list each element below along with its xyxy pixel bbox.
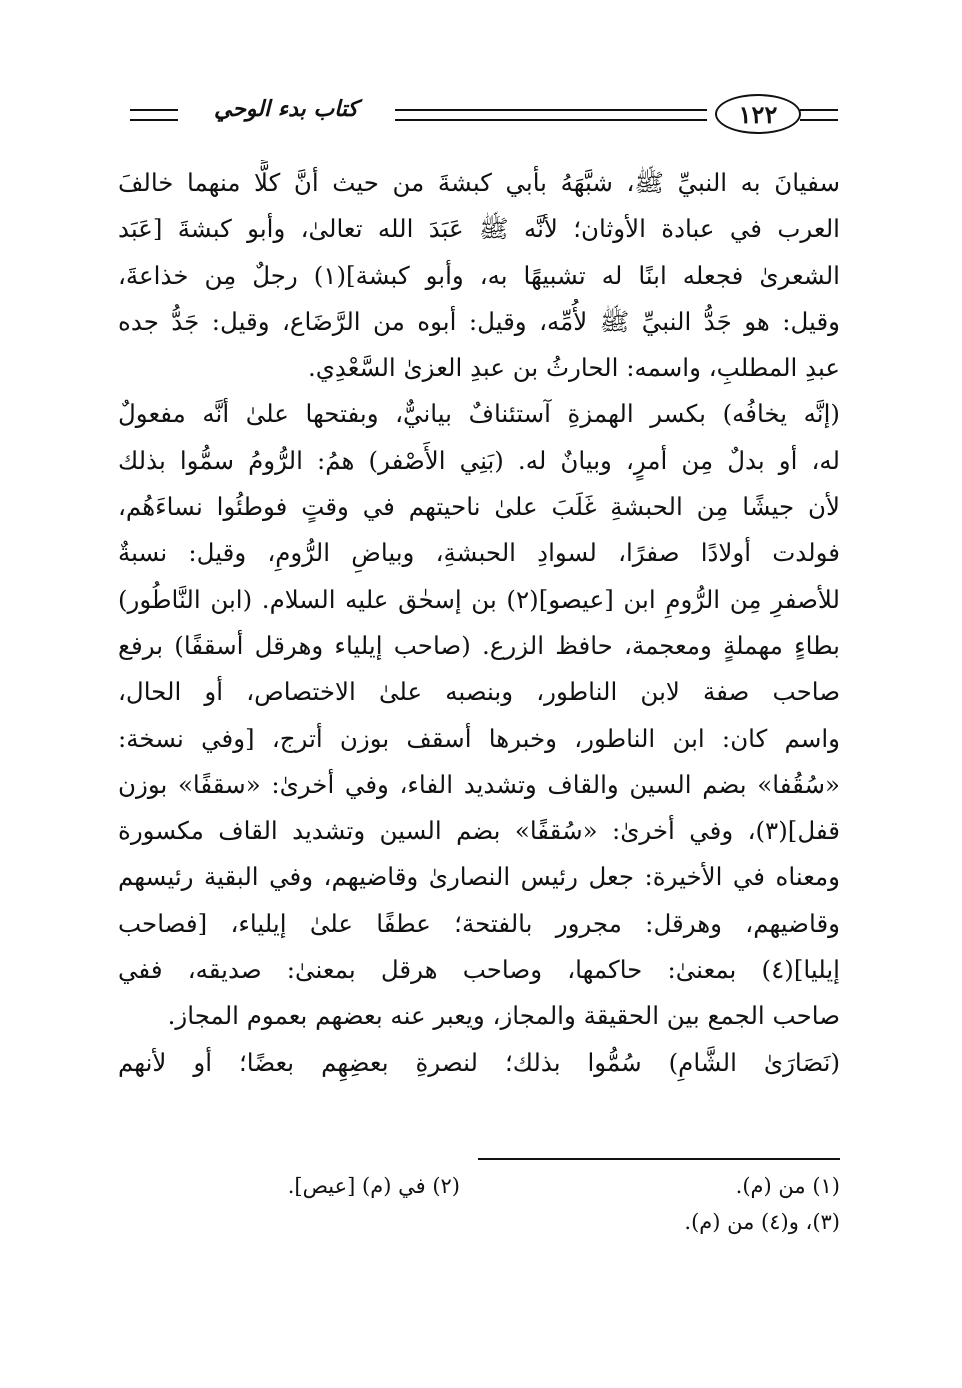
body-line: بطاءٍ مهملةٍ ومعجمة، حافظ الزرع. (صاحب إيلياء وهرقل أسقفًا) برفع xyxy=(118,630,840,660)
footnote-3-4: (٣)، و(٤) من (م). xyxy=(684,1210,840,1234)
body-text xyxy=(118,160,840,1086)
body-line: وقاضيهم، وهرقل: مجرور بالفتحة؛ عطفًا علىٰ إيلياء، [فصاحب xyxy=(118,908,840,938)
body-line: إيليا](٤) بمعنىٰ: حاكمها، وصاحب هرقل بمعنىٰ: صديقه، ففي xyxy=(118,955,840,985)
body-line: فولدت أولادًا صفرًا، لسوادِ الحبشةِ، وبياضِ الرُّومِ، وقيل: نسبةٌ xyxy=(118,538,840,568)
body-line: له، أو بدلٌ مِن أمرٍ، وبيانٌ له. (بَنِي الأَصْفر) همُ: الرُّومُ سمُّوا بذلك xyxy=(118,445,840,475)
header-rule-middle xyxy=(395,109,707,121)
body-line: عبدِ المطلبِ، واسمه: الحارثُ بن عبدِ العزىٰ السَّعْدِي. xyxy=(307,353,840,383)
body-line: صاحب صفة لابن الناطور، وبنصبه علىٰ الاختصاص، أو الحال، xyxy=(118,677,840,707)
header-rule-right xyxy=(800,109,838,121)
body-line: واسم كان: ابن الناطور، وخبرها أسقف بوزن أترج، [وفي نسخة: xyxy=(118,723,840,753)
body-line: سفيانَ به النبيِّ ﷺ، شبَّهَهُ بأبي كبشةَ من حيث أنَّ كلًّا منهما خالفَ xyxy=(118,168,840,197)
footnote-2: (٢) في (م) [عيص]. xyxy=(287,1174,460,1198)
header-rule-left xyxy=(130,109,178,121)
footnotes xyxy=(118,1168,840,1240)
body-line: صاحب الجمع بين الحقيقة والمجاز، ويعبر عنه بعضهم بعموم المجاز. xyxy=(167,1001,840,1031)
footnote-1: (١) من (م). xyxy=(735,1174,840,1198)
body-line: وقيل: هو جَدُّ النبيِّ ﷺ لأُمِّه، وقيل: أبوه من الرَّضَاع، وقيل: جَدُّ جده xyxy=(118,306,840,336)
body-line: قفل](٣)، وفي أخرىٰ: «سُقفًا» بضم السين وتشديد القاف مكسورة xyxy=(118,816,840,846)
body-line: ومعناه في الأخيرة: جعل رئيس النصارىٰ وقاضيهم، وفي البقية رئيسهم xyxy=(118,862,840,892)
footnote-separator xyxy=(478,1158,840,1160)
body-line: العرب في عبادة الأوثان؛ لأنَّه ﷺ عَبَدَ الله تعالىٰ، وأبو كبشةَ [عَبَد xyxy=(118,214,840,244)
page-number: ١٢٢ xyxy=(715,94,801,134)
body-line: (إنَّه يخافُه) بكسر الهمزةِ آستئنافٌ بيانيٌّ، وبفتحها علىٰ أنَّه مفعولٌ xyxy=(118,399,840,429)
body-line: «سُقُفا» بضم السين والقاف وتشديد الفاء، وفي أخرىٰ: «سقفًا» بوزن xyxy=(118,769,840,799)
running-title: كتاب بدء الوحي xyxy=(214,96,358,122)
body-line: للأصفرِ مِن الرُّومِ ابن [عيصو](٢) بن إسحٰق عليه السلام. (ابن النَّاطُور) xyxy=(118,584,840,614)
page-header xyxy=(120,90,838,136)
body-line: (نَصَارَىٰ الشَّامِ) سُمُّوا بذلك؛ لنصرةِ بعضِهِم بعضًا؛ أو لأنهم xyxy=(118,1047,840,1077)
body-line: لأن جيشًا مِن الحبشةِ غَلَبَ علىٰ ناحيتهم في وقتٍ فوطئُوا نساءَهُم، xyxy=(118,492,840,522)
body-line: الشعرىٰ فجعله ابنًا له تشبيهًا به، وأبو كبشة](١) رجلٌ مِن خذاعةَ، xyxy=(118,260,840,290)
